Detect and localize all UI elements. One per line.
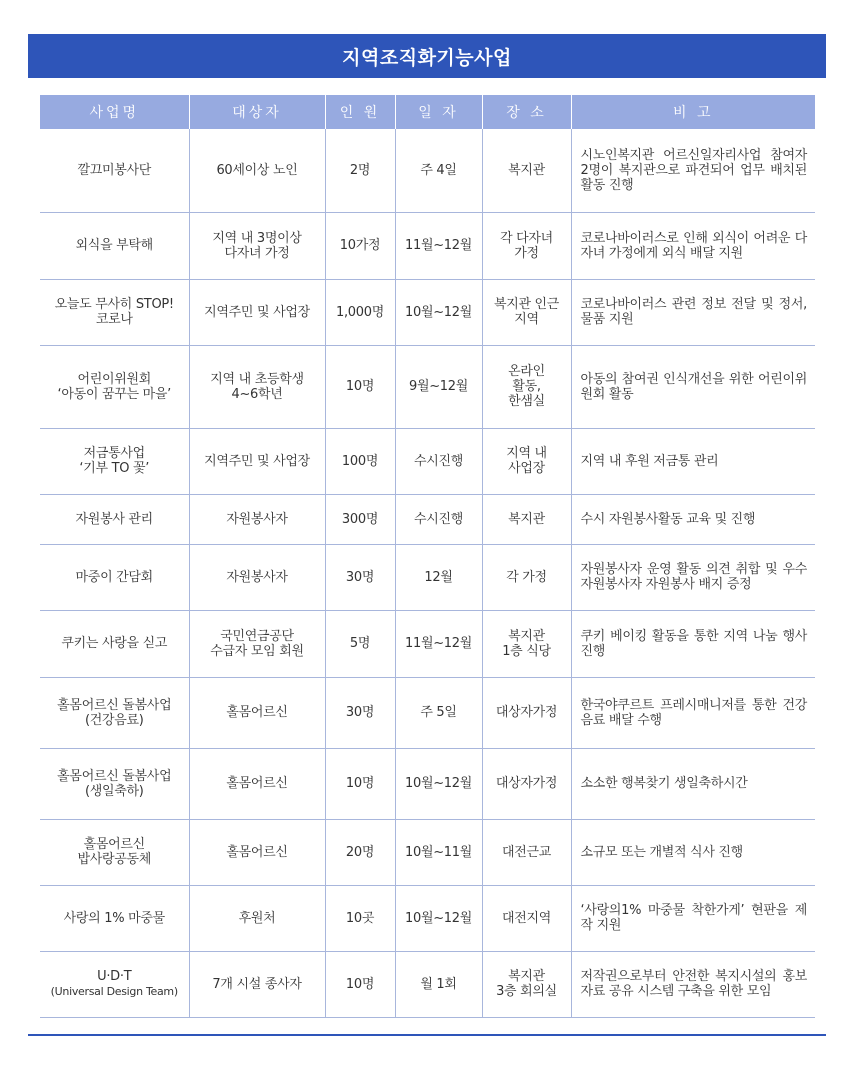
page-title: 지역조직화기능사업 <box>28 34 826 78</box>
note-cell: 아동의 참여권 인식개선을 위한 어린이위원회 활동 <box>571 345 815 428</box>
place-cell-line: 활동, <box>512 379 541 394</box>
place-cell-line: 복지관 <box>508 162 545 178</box>
program-name-cell <box>40 494 189 544</box>
place-cell-line: 가정 <box>514 245 539 261</box>
target-cell <box>189 610 325 677</box>
note-cell: 코로나바이러스 관련 정보 전달 및 정서, 물품 지원 <box>571 279 815 345</box>
header-target: 대상자 <box>189 95 325 129</box>
target-cell-line: 홀몸어르신 <box>226 776 288 791</box>
table-row <box>40 345 815 428</box>
program-name-cell <box>40 129 189 212</box>
target-cell-line: 지역 내 3명이상 <box>212 230 302 246</box>
target-cell <box>189 748 325 819</box>
program-name-cell <box>40 428 189 494</box>
target-cell-line: 4~6학년 <box>231 386 283 402</box>
table-row <box>40 129 815 212</box>
target-cell <box>189 819 325 885</box>
program-name-cell <box>40 544 189 610</box>
program-name-cell-line: 자원봉사 관리 <box>75 511 153 527</box>
count-cell: 10명 <box>325 951 395 1017</box>
target-cell-line: 홀몸어르신 <box>226 844 288 860</box>
target-cell <box>189 494 325 544</box>
table-row <box>40 748 815 819</box>
place-cell <box>482 951 571 1017</box>
count-cell: 30명 <box>325 677 395 748</box>
place-cell-line: 대상자가정 <box>495 776 558 791</box>
target-cell-line: 지역주민 및 사업장 <box>204 453 310 469</box>
program-name-cell-line: 마중이 간담회 <box>75 569 153 585</box>
count-cell: 300명 <box>325 494 395 544</box>
program-name-cell-line: ‘아동이 꿈꾸는 마을’ <box>57 386 171 402</box>
place-cell-line: 지역 <box>514 312 539 327</box>
place-cell-line: 한샘실 <box>508 394 545 409</box>
program-name-cell-line: 외식을 부탁해 <box>75 238 153 253</box>
target-cell-line: 자원봉사자 <box>226 511 288 527</box>
program-name-cell <box>40 819 189 885</box>
table-row <box>40 677 815 748</box>
program-name-cell-line: 사랑의 1% 마중물 <box>63 910 165 926</box>
place-cell-line: 대상자가정 <box>495 705 558 720</box>
place-cell <box>482 544 571 610</box>
date-cell: 12월 <box>395 544 482 610</box>
date-cell: 10월~11월 <box>395 819 482 885</box>
table-row <box>40 428 815 494</box>
date-cell: 11월~12월 <box>395 610 482 677</box>
place-cell <box>482 494 571 544</box>
place-cell-line: 지역 내 <box>506 446 547 461</box>
place-cell <box>482 610 571 677</box>
program-name-cell-line: ‘기부 TO 꽃’ <box>79 461 150 476</box>
target-cell-line: 수급자 모임 회원 <box>210 643 304 659</box>
program-name-cell-line: 깔끄미봉사단 <box>77 162 152 178</box>
table-row <box>40 610 815 677</box>
program-name-cell-line: 코로나 <box>95 312 133 327</box>
place-cell <box>482 279 571 345</box>
note-cell: 소규모 또는 개별적 식사 진행 <box>571 819 815 885</box>
target-cell <box>189 885 325 951</box>
program-name-cell-line: 밥사랑공동체 <box>77 852 152 867</box>
note-cell: 자원봉사자 운영 활동 의견 취합 및 우수 자원봉사자 자원봉사 배지 증정 <box>571 544 815 610</box>
target-cell-line: 지역주민 및 사업장 <box>204 304 310 320</box>
target-cell <box>189 279 325 345</box>
place-cell <box>482 819 571 885</box>
note-cell: 쿠키 베이킹 활동을 통한 지역 나눔 행사 진행 <box>571 610 815 677</box>
header-date: 일 자 <box>395 95 482 129</box>
date-cell: 10월~12월 <box>395 885 482 951</box>
target-cell <box>189 544 325 610</box>
date-cell: 월 1회 <box>395 951 482 1017</box>
table-row <box>40 885 815 951</box>
program-table <box>40 95 815 1018</box>
program-name-cell <box>40 885 189 951</box>
count-cell: 20명 <box>325 819 395 885</box>
target-cell <box>189 428 325 494</box>
place-cell-line: 사업장 <box>508 461 545 476</box>
program-name-cell-line: (Universal Design Team) <box>50 985 178 998</box>
note-cell: 코로나바이러스로 인해 외식이 어려운 다자녀 가정에게 외식 배달 지원 <box>571 212 815 279</box>
target-cell <box>189 677 325 748</box>
target-cell <box>189 212 325 279</box>
date-cell: 10월~12월 <box>395 279 482 345</box>
table-row <box>40 279 815 345</box>
place-cell <box>482 677 571 748</box>
date-cell: 수시진행 <box>395 494 482 544</box>
count-cell: 5명 <box>325 610 395 677</box>
bottom-divider <box>28 1034 826 1036</box>
place-cell-line: 복지관 인근 <box>493 297 560 312</box>
program-name-cell <box>40 345 189 428</box>
program-name-cell-line: 오늘도 무사히 STOP! <box>54 297 174 312</box>
date-cell: 11월~12월 <box>395 212 482 279</box>
place-cell-line: 1층 식당 <box>502 643 551 659</box>
target-cell-line: 후원처 <box>238 910 276 926</box>
program-name-cell-line: 저금통사업 <box>83 446 145 461</box>
program-name-cell <box>40 610 189 677</box>
count-cell: 1,000명 <box>325 279 395 345</box>
place-cell <box>482 345 571 428</box>
table-row <box>40 544 815 610</box>
place-cell-line: 3층 회의실 <box>496 984 557 999</box>
program-name-cell <box>40 279 189 345</box>
program-name-cell-line: 홀몸어르신 <box>83 837 145 852</box>
date-cell: 수시진행 <box>395 428 482 494</box>
target-cell-line: 7개 시설 종사자 <box>212 976 302 992</box>
header-count: 인 원 <box>325 95 395 129</box>
program-name-cell-line: (생일축하) <box>84 783 144 799</box>
note-cell: 저작권으로부터 안전한 복지시설의 홍보자료 공유 시스템 구축을 위한 모임 <box>571 951 815 1017</box>
note-cell: 지역 내 후원 저금통 관리 <box>571 428 815 494</box>
note-cell: 한국야쿠르트 프레시매니저를 통한 건강음료 배달 수행 <box>571 677 815 748</box>
place-cell <box>482 885 571 951</box>
table-row <box>40 494 815 544</box>
place-cell <box>482 428 571 494</box>
table-row <box>40 819 815 885</box>
target-cell <box>189 345 325 428</box>
target-cell-line: 지역 내 초등학생 <box>210 371 304 387</box>
program-name-cell-line: 홀몸어르신 돌봄사업 <box>57 697 172 713</box>
target-cell <box>189 951 325 1017</box>
note-cell: ‘사랑의1% 마중물 착한가게’ 현판을 제작 지원 <box>571 885 815 951</box>
header-note: 비 고 <box>571 95 815 129</box>
date-cell: 주 5일 <box>395 677 482 748</box>
program-name-cell <box>40 748 189 819</box>
table-row <box>40 212 815 279</box>
program-name-cell <box>40 951 189 1017</box>
count-cell: 30명 <box>325 544 395 610</box>
program-name-cell <box>40 212 189 279</box>
target-cell <box>189 129 325 212</box>
header-program-name: 사업명 <box>40 95 189 129</box>
program-name-cell-line: 어린이위원회 <box>77 371 152 387</box>
count-cell: 100명 <box>325 428 395 494</box>
count-cell: 10명 <box>325 748 395 819</box>
place-cell-line: 각 다자녀 <box>500 230 553 246</box>
header-place: 장 소 <box>482 95 571 129</box>
place-cell-line: 대전지역 <box>501 910 552 926</box>
target-cell-line: 홀몸어르신 <box>226 705 288 720</box>
note-cell: 시노인복지관 어르신일자리사업 참여자 2명이 복지관으로 파견되어 업무 배치된 활동 진행 <box>571 129 815 212</box>
date-cell: 9월~12월 <box>395 345 482 428</box>
program-name-cell-line: U·D·T <box>97 969 132 984</box>
table-header-row <box>40 95 815 129</box>
count-cell: 2명 <box>325 129 395 212</box>
count-cell: 10명 <box>325 345 395 428</box>
program-name-cell <box>40 677 189 748</box>
place-cell-line: 복지관 <box>508 511 545 527</box>
table-row <box>40 951 815 1017</box>
date-cell: 10월~12월 <box>395 748 482 819</box>
target-cell-line: 자원봉사자 <box>226 569 288 585</box>
count-cell: 10가정 <box>325 212 395 279</box>
place-cell-line: 온라인 <box>508 364 545 379</box>
place-cell-line: 각 가정 <box>506 569 547 585</box>
place-cell <box>482 212 571 279</box>
place-cell-line: 대전근교 <box>501 844 552 860</box>
program-name-cell-line: (건강음료) <box>84 712 144 728</box>
target-cell-line: 다자녀 가정 <box>224 245 290 261</box>
note-cell: 수시 자원봉사활동 교육 및 진행 <box>571 494 815 544</box>
program-name-cell-line: 쿠키는 사랑을 싣고 <box>61 636 168 651</box>
note-cell: 소소한 행복찾기 생일축하시간 <box>571 748 815 819</box>
place-cell-line: 복지관 <box>508 628 545 644</box>
target-cell-line: 국민연금공단 <box>220 628 294 644</box>
count-cell: 10곳 <box>325 885 395 951</box>
target-cell-line: 60세이상 노인 <box>216 162 298 178</box>
place-cell <box>482 748 571 819</box>
program-name-cell-line: 홀몸어르신 돌봄사업 <box>57 768 172 784</box>
date-cell: 주 4일 <box>395 129 482 212</box>
place-cell <box>482 129 571 212</box>
place-cell-line: 복지관 <box>508 969 545 984</box>
